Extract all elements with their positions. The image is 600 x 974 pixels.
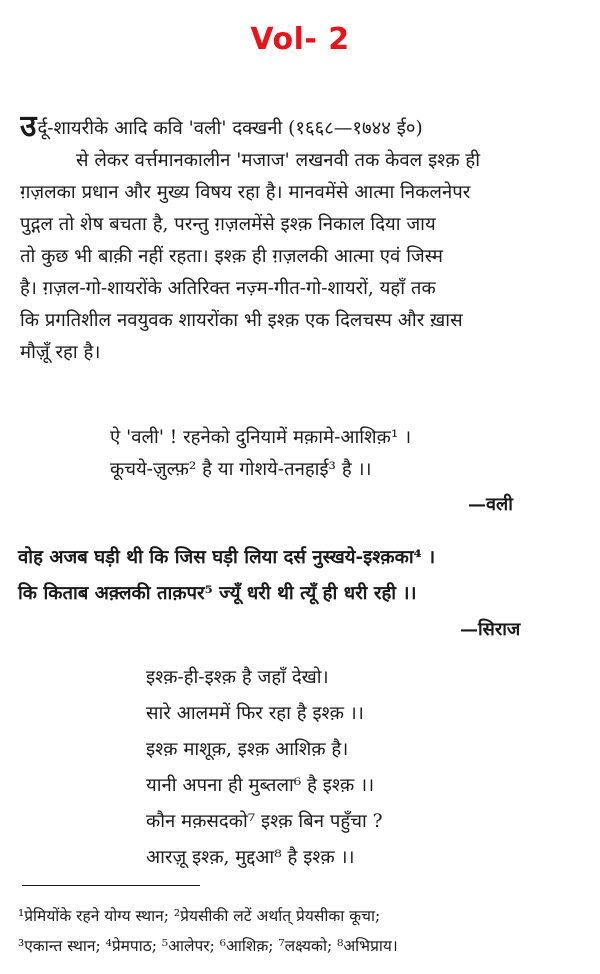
footnote-line: ¹प्रेमियोंके रहने योग्य स्थान; ²प्रेयसीकी लटें अर्थात् प्रेयसीका कूचा; bbox=[18, 907, 381, 925]
volume-label: Vol- 2 bbox=[250, 22, 350, 57]
attribution-siraj: —सिराज bbox=[460, 619, 521, 640]
poem-line: यानी अपना ही मुब्तला⁶ है इश्क़ ।। bbox=[146, 775, 375, 796]
attribution-vali: —वली bbox=[468, 494, 513, 515]
poem-line: सारे आलममें फिर रहा है इश्क़ ।। bbox=[146, 703, 364, 724]
footnote-divider bbox=[22, 885, 200, 886]
verse-line: कि किताब अक़्लकी ताक़पर⁵ ज्यूँ धरी थी त्यूँ ही धरी रही ।। bbox=[18, 583, 417, 604]
drop-cap: उ bbox=[20, 113, 37, 144]
poem-line: इश्क़-ही-इश्क़ है जहाँ देखो। bbox=[146, 667, 329, 688]
intro-line: है। ग़ज़ल-गो-शायरोंके अतिरिक्त नज़्म-गीत-गो-शायरों, यहाँ तक bbox=[20, 278, 436, 299]
intro-paragraph bbox=[20, 113, 588, 369]
intro-line: कि प्रगतिशील नवयुवक शायरोंका भी इश्क़ एक दिलचस्प और ख़ास bbox=[20, 310, 463, 331]
intro-line: पुद्गल तो शेष बचता है, परन्तु ग़ज़लमेंसे इश्क़ निकाल दिया जाय bbox=[20, 214, 436, 235]
verse-line: कूचये-ज़ुल्फ़² है या गोशये-तनहाई³ है ।। bbox=[110, 459, 372, 480]
intro-line: से लेकर वर्त्तमानकालीन 'मजाज' लखनवी तक केवल इश्क़ ही bbox=[76, 150, 481, 171]
footnote-line: ³एकान्त स्थान; ⁴प्रेमपाठ; ⁵आलेपर; ⁶आशिक़; ⁷लक्ष्यको; ⁸अभिप्राय। bbox=[18, 937, 398, 955]
intro-line: मौज़ूँ रहा है। bbox=[20, 342, 101, 363]
intro-line: तो कुछ भी बाक़ी नहीं रहता। इश्क़ ही ग़ज़लकी आत्मा एवं जिस्म bbox=[20, 246, 443, 267]
intro-line: उर्दू-शायरीके आदि कवि 'वली' दक्खनी (१६६८—१७४४ ई०) bbox=[20, 113, 588, 145]
poem-line: इश्क़ माशूक़, इश्क़ आशिक़ है। bbox=[146, 739, 349, 760]
verse-line: वोह अजब घड़ी थी कि जिस घड़ी लिया दर्स नुस्खये-इश्क़का⁴ । bbox=[18, 547, 436, 568]
poem-line: कौन मक़सदको⁷ इश्क़ बिन पहुँचा ? bbox=[146, 811, 383, 832]
verse-line: ऐ 'वली' ! रहनेको दुनियामें मक़ामे-आशिक़¹ । bbox=[110, 427, 412, 448]
poem-line: आरज़ू इश्क़, मुद्दआ⁸ है इश्क़ ।। bbox=[146, 847, 355, 868]
intro-line: ग़ज़लका प्रधान और मुख्य विषय रहा है। मानवमेंसे आत्मा निकलनेपर bbox=[20, 182, 471, 203]
